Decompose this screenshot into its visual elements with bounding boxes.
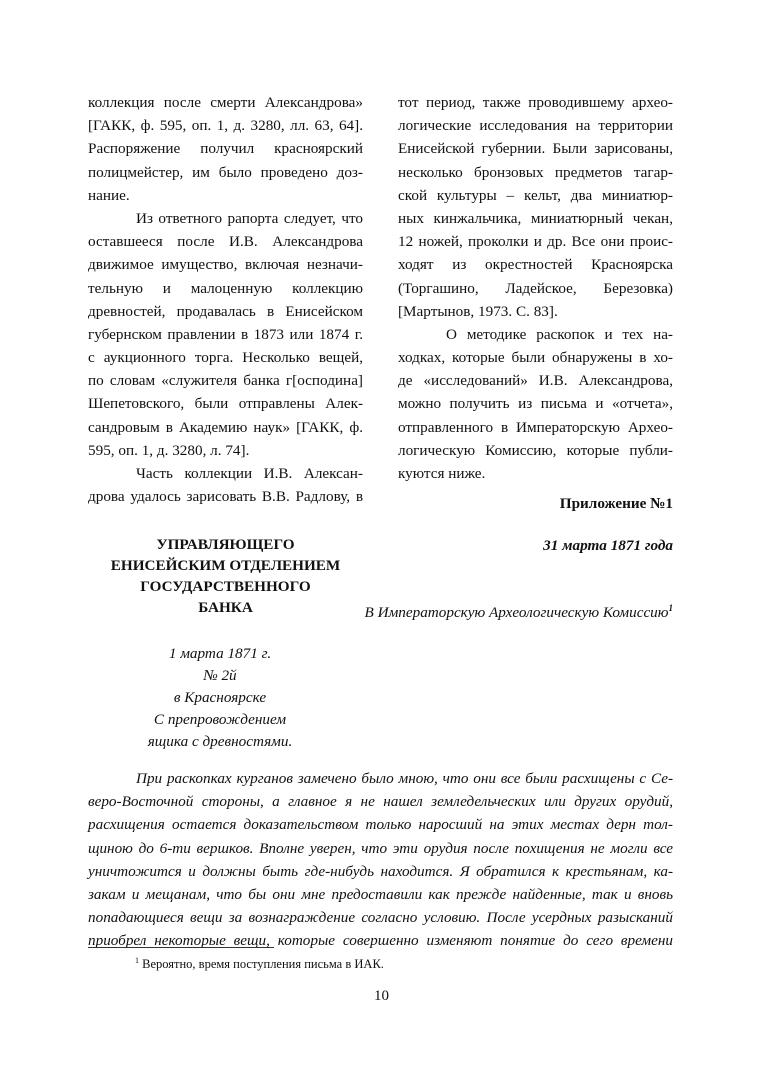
- text-line: древностей, продавалась в Енисейском: [88, 302, 363, 320]
- text-line: тот период, также проводившему архео-: [398, 94, 673, 111]
- appendix-title: Приложение №1: [559, 495, 673, 512]
- text-line: губернском правлении в 1873 или 1874 г.: [88, 325, 363, 343]
- letter-date: 31 марта 1871 года: [543, 537, 673, 554]
- text-line: несколько бронзовых предметов тагар-: [398, 163, 673, 181]
- text-line: При раскопках курганов замечено было мною, что они все были расхищены с Се-: [136, 770, 673, 787]
- footnote-separator: [88, 947, 274, 948]
- text-line: ской культуры – кельт, два миниатюр-: [398, 186, 673, 204]
- footnote: [135, 956, 384, 972]
- text-line: ходках, которые были обнаружены в хо-: [398, 349, 673, 367]
- text-line: дрова удалось зарисовать В.В. Радлову, в: [88, 488, 363, 506]
- text-line: [Мартынов, 1973. С. 83].: [398, 302, 558, 320]
- text-line: логические исследования на территории: [398, 117, 673, 135]
- text-line: де «исследований» И.В. Александрова,: [398, 372, 673, 390]
- footnote-mark: 1: [135, 956, 139, 965]
- text-line: можно получить из письма и «отчета»,: [398, 395, 673, 413]
- sender-detail-line: 1 марта 1871 г.: [168, 645, 272, 662]
- text-line: (Торгашино, Ладейское, Березовка): [398, 279, 673, 297]
- text-line: ных кинжальчика, миниатюрный чекан,: [398, 209, 673, 227]
- sender-heading-line: ГОСУДАРСТВЕННОГО: [140, 578, 311, 595]
- text-line: О методике раскопок и тех на-: [446, 325, 673, 343]
- sender-detail-line: в Красноярске: [173, 689, 267, 706]
- left-column: [88, 91, 363, 508]
- text-line: логическую Комиссию, которые публи-: [398, 441, 673, 459]
- footnote-ref: 1: [668, 603, 673, 613]
- text-line: 12 ножей, проколки и др. Все они проис-: [398, 233, 673, 251]
- sender-heading-line: УПРАВЛЯЮЩЕГО: [156, 536, 295, 553]
- text-line: щиною до 6-ти вершков. Вполне уверен, что эти орудия после похищения не могли все: [88, 839, 673, 857]
- text-line: отправленного в Императорскую Архео-: [398, 418, 673, 436]
- text-line: куются ниже.: [398, 465, 486, 482]
- sender-detail-line: ящика с древностями.: [147, 733, 293, 750]
- page-number: 10: [374, 988, 389, 1004]
- text-line: Шепетовского, были отправлены Алек-: [88, 395, 363, 413]
- text-line: Часть коллекции И.В. Алексан-: [136, 465, 363, 482]
- text-line: с аукционного торга. Несколько вещей,: [88, 349, 363, 367]
- text-line: движимое имущество, включая незначи-: [88, 256, 363, 274]
- text-line: приобрел некоторые вещи, которые совершенно изменяют понятие до сего времени: [88, 932, 673, 950]
- addressee-text: В Императорскую Археологическую Комиссию: [364, 604, 669, 622]
- text-line: уничтожится и должны быть где-нибудь находится. Я обратился к крестьянам, ка-: [88, 862, 673, 880]
- text-line: по словам «служителя банка г[осподина]: [88, 372, 363, 390]
- addressee: [300, 597, 673, 624]
- text-line: Из ответного рапорта следует, что: [136, 209, 363, 227]
- sender-detail-line: С препровождением: [153, 711, 287, 728]
- letter-body: [88, 767, 673, 953]
- text-line: ходят из окрестностей Красноярска: [398, 256, 673, 274]
- text-line: Енисейской губернии. Были зарисованы,: [398, 140, 673, 158]
- text-line: сандровым в Академию наук» [ГАКК, ф.: [88, 418, 363, 436]
- right-column: [398, 91, 673, 485]
- text-line: [ГАКК, ф. 595, оп. 1, д. 3280, лл. 63, 64].: [88, 117, 363, 135]
- text-line: оставшееся после И.В. Александрова: [88, 233, 363, 251]
- text-line: закам и мещанам, что бы они мне предоставили как прежде найденные, так и вновь: [88, 885, 673, 903]
- footnote-text: Вероятно, время поступления письма в ИАК.: [142, 957, 384, 972]
- text-line: Распоряжение получил красноярский: [88, 140, 363, 158]
- text-line: 595, оп. 1, д. 3280, л. 74].: [88, 441, 250, 459]
- text-line: коллекция после смерти Александрова»: [88, 94, 363, 111]
- text-line: тельную и малоценную коллекцию: [88, 279, 363, 297]
- sender-details: [100, 643, 340, 753]
- sender-detail-line: № 2й: [203, 667, 237, 684]
- text-line: полицмейстер, им было проведено доз-: [88, 163, 363, 181]
- text-line: веро-Восточной стороны, а главное я не нашел земледельческих или других орудий,: [88, 793, 673, 811]
- text-line: расхищения остается доказательством только наросший на этих местах дерн тол-: [88, 816, 673, 834]
- sender-heading-line: ЕНИСЕЙСКИМ ОТДЕЛЕНИЕМ: [110, 557, 341, 574]
- sender-heading-line: БАНКА: [198, 599, 253, 616]
- text-line: попадающиеся вещи за вознаграждение согласно условию. После усердных разысканий: [88, 909, 673, 927]
- text-line: нание.: [88, 186, 130, 204]
